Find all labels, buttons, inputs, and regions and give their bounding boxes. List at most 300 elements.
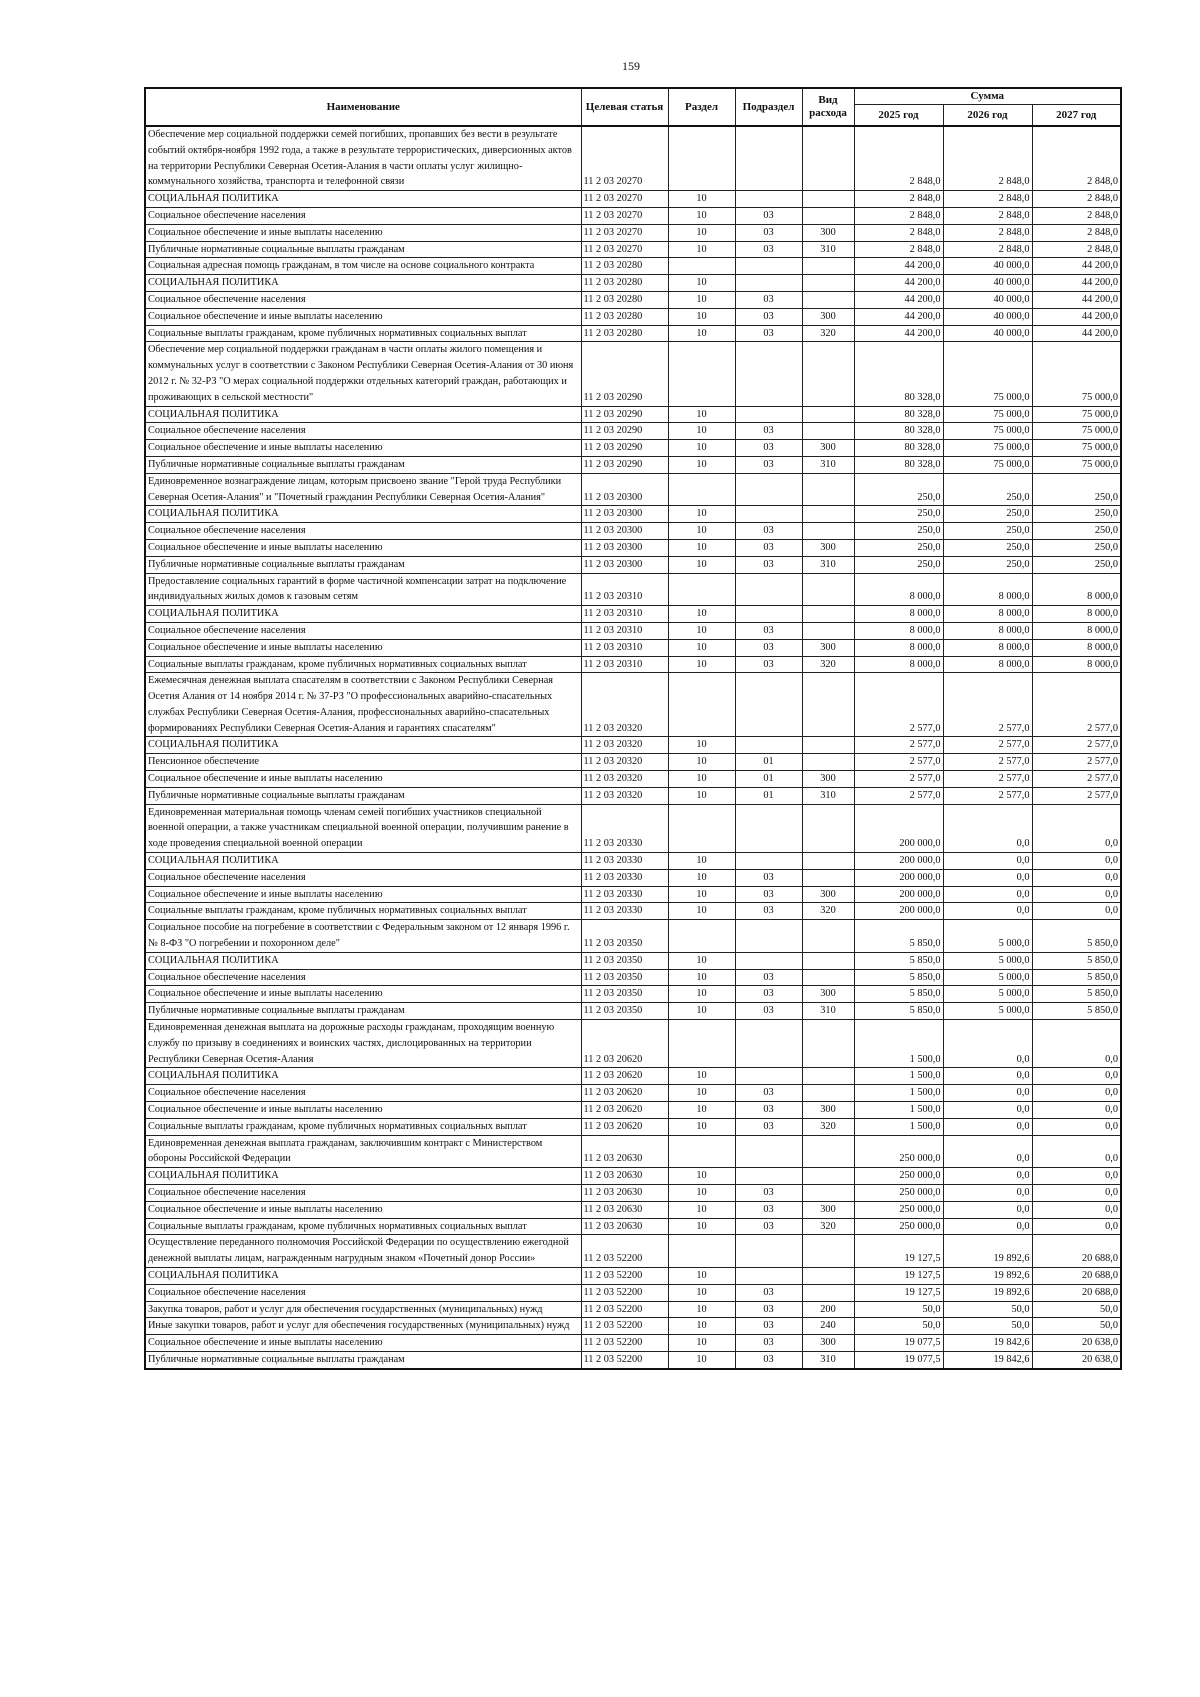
row-name: Социальное обеспечение населения bbox=[145, 1185, 581, 1202]
row-sum-2026: 250,0 bbox=[943, 523, 1032, 540]
row-sum-2026: 40 000,0 bbox=[943, 325, 1032, 342]
row-section bbox=[668, 673, 735, 737]
row-expense-type: 310 bbox=[802, 241, 854, 258]
row-expense-type bbox=[802, 1267, 854, 1284]
row-subsection: 03 bbox=[735, 869, 802, 886]
row-sum-2025: 80 328,0 bbox=[854, 423, 943, 440]
row-sum-2027: 8 000,0 bbox=[1032, 639, 1121, 656]
row-expense-type bbox=[802, 342, 854, 406]
row-name: Социальное обеспечение населения bbox=[145, 622, 581, 639]
row-section: 10 bbox=[668, 986, 735, 1003]
row-expense-type bbox=[802, 506, 854, 523]
row-subsection: 03 bbox=[735, 556, 802, 573]
row-sum-2026: 5 000,0 bbox=[943, 1003, 1032, 1020]
row-expense-type bbox=[802, 275, 854, 292]
table-row bbox=[145, 1235, 1121, 1268]
row-sum-2027: 44 200,0 bbox=[1032, 325, 1121, 342]
row-section: 10 bbox=[668, 952, 735, 969]
table-row bbox=[145, 1068, 1121, 1085]
row-target-code: 11 2 03 20290 bbox=[581, 440, 668, 457]
row-expense-type bbox=[802, 606, 854, 623]
table-row bbox=[145, 1267, 1121, 1284]
row-expense-type bbox=[802, 126, 854, 191]
row-sum-2026: 8 000,0 bbox=[943, 656, 1032, 673]
row-section: 10 bbox=[668, 1301, 735, 1318]
row-subsection bbox=[735, 1168, 802, 1185]
row-section: 10 bbox=[668, 622, 735, 639]
row-sum-2026: 8 000,0 bbox=[943, 639, 1032, 656]
row-expense-type bbox=[802, 1068, 854, 1085]
row-section: 10 bbox=[668, 539, 735, 556]
row-sum-2026: 75 000,0 bbox=[943, 406, 1032, 423]
row-section bbox=[668, 126, 735, 191]
row-subsection: 03 bbox=[735, 1318, 802, 1335]
row-subsection: 03 bbox=[735, 1085, 802, 1102]
row-sum-2027: 5 850,0 bbox=[1032, 952, 1121, 969]
row-subsection: 03 bbox=[735, 969, 802, 986]
row-target-code: 11 2 03 52200 bbox=[581, 1335, 668, 1352]
row-sum-2025: 44 200,0 bbox=[854, 275, 943, 292]
row-name: СОЦИАЛЬНАЯ ПОЛИТИКА bbox=[145, 406, 581, 423]
row-sum-2025: 19 127,5 bbox=[854, 1267, 943, 1284]
row-sum-2027: 0,0 bbox=[1032, 1135, 1121, 1168]
row-sum-2026: 0,0 bbox=[943, 1168, 1032, 1185]
table-row bbox=[145, 342, 1121, 406]
row-expense-type bbox=[802, 1235, 854, 1268]
table-row bbox=[145, 869, 1121, 886]
row-target-code: 11 2 03 20290 bbox=[581, 342, 668, 406]
row-name: Обеспечение мер социальной поддержки гражданам в части оплаты жилого помещения и коммунальных услуг в соответствии с Законом Республики Северная Осетия-Алания от 30 июня 2012 г. № 32-РЗ "О мерах социальной поддержки отдельных категорий граждан, работающих и проживающих в сельской местности" bbox=[145, 342, 581, 406]
row-sum-2026: 19 842,6 bbox=[943, 1351, 1032, 1368]
row-sum-2026: 0,0 bbox=[943, 1118, 1032, 1135]
row-section: 10 bbox=[668, 737, 735, 754]
row-target-code: 11 2 03 52200 bbox=[581, 1284, 668, 1301]
table-row bbox=[145, 1351, 1121, 1368]
row-sum-2027: 75 000,0 bbox=[1032, 456, 1121, 473]
row-name: Иные закупки товаров, работ и услуг для обеспечения государственных (муниципальных) нужд bbox=[145, 1318, 581, 1335]
row-expense-type bbox=[802, 952, 854, 969]
row-target-code: 11 2 03 20280 bbox=[581, 308, 668, 325]
row-name: Социальное обеспечение и иные выплаты населению bbox=[145, 886, 581, 903]
row-target-code: 11 2 03 52200 bbox=[581, 1235, 668, 1268]
row-subsection bbox=[735, 1068, 802, 1085]
row-expense-type bbox=[802, 1135, 854, 1168]
row-target-code: 11 2 03 20300 bbox=[581, 539, 668, 556]
row-target-code: 11 2 03 20620 bbox=[581, 1102, 668, 1119]
row-subsection: 03 bbox=[735, 308, 802, 325]
table-row bbox=[145, 456, 1121, 473]
row-expense-type bbox=[802, 804, 854, 852]
row-sum-2026: 0,0 bbox=[943, 1068, 1032, 1085]
row-section: 10 bbox=[668, 969, 735, 986]
row-name: Социальное обеспечение населения bbox=[145, 1085, 581, 1102]
row-subsection: 03 bbox=[735, 986, 802, 1003]
table-row bbox=[145, 656, 1121, 673]
row-target-code: 11 2 03 20300 bbox=[581, 473, 668, 506]
row-sum-2025: 2 577,0 bbox=[854, 771, 943, 788]
row-subsection: 03 bbox=[735, 523, 802, 540]
row-sum-2026: 5 000,0 bbox=[943, 969, 1032, 986]
table-row bbox=[145, 1318, 1121, 1335]
row-target-code: 11 2 03 20280 bbox=[581, 325, 668, 342]
row-expense-type: 300 bbox=[802, 539, 854, 556]
row-expense-type bbox=[802, 673, 854, 737]
row-expense-type: 300 bbox=[802, 1335, 854, 1352]
row-subsection: 03 bbox=[735, 291, 802, 308]
row-name: Единовременная материальная помощь членам семей погибших участников специальной военной операции, а также участникам специальной военной операции, получившим ранение в ходе проведения специальной военной операции bbox=[145, 804, 581, 852]
row-sum-2026: 2 577,0 bbox=[943, 771, 1032, 788]
row-target-code: 11 2 03 20630 bbox=[581, 1185, 668, 1202]
row-expense-type bbox=[802, 869, 854, 886]
row-subsection: 03 bbox=[735, 423, 802, 440]
row-target-code: 11 2 03 20350 bbox=[581, 986, 668, 1003]
row-subsection: 03 bbox=[735, 1335, 802, 1352]
row-sum-2025: 250,0 bbox=[854, 523, 943, 540]
row-sum-2027: 8 000,0 bbox=[1032, 573, 1121, 606]
row-name: Закупка товаров, работ и услуг для обеспечения государственных (муниципальных) нужд bbox=[145, 1301, 581, 1318]
row-target-code: 11 2 03 20630 bbox=[581, 1168, 668, 1185]
row-name: Социальное обеспечение и иные выплаты населению bbox=[145, 1102, 581, 1119]
row-sum-2027: 75 000,0 bbox=[1032, 423, 1121, 440]
row-sum-2027: 2 848,0 bbox=[1032, 207, 1121, 224]
row-name: Социальная адресная помощь гражданам, в том числе на основе социального контракта bbox=[145, 258, 581, 275]
row-sum-2026: 250,0 bbox=[943, 473, 1032, 506]
row-target-code: 11 2 03 20630 bbox=[581, 1201, 668, 1218]
table-row bbox=[145, 523, 1121, 540]
table-row bbox=[145, 573, 1121, 606]
row-section: 10 bbox=[668, 656, 735, 673]
row-name: Обеспечение мер социальной поддержки семей погибших, пропавших без вести в результате событий октября-ноября 1992 года, а также в результате террористических, диверсионных актов на территории Республики Северная Осетия-Алания в части оплаты услуг жилищно-коммунального хозяйства, транспорта и телефонной связи bbox=[145, 126, 581, 191]
table-row bbox=[145, 275, 1121, 292]
row-sum-2025: 250,0 bbox=[854, 473, 943, 506]
row-section bbox=[668, 804, 735, 852]
row-target-code: 11 2 03 20330 bbox=[581, 804, 668, 852]
row-section bbox=[668, 1020, 735, 1068]
row-sum-2027: 20 688,0 bbox=[1032, 1284, 1121, 1301]
row-sum-2025: 2 848,0 bbox=[854, 241, 943, 258]
row-sum-2027: 0,0 bbox=[1032, 903, 1121, 920]
row-subsection: 03 bbox=[735, 440, 802, 457]
row-target-code: 11 2 03 20320 bbox=[581, 771, 668, 788]
row-sum-2026: 0,0 bbox=[943, 886, 1032, 903]
header-subsection: Подраздел bbox=[735, 88, 802, 126]
row-sum-2025: 8 000,0 bbox=[854, 606, 943, 623]
row-expense-type bbox=[802, 1020, 854, 1068]
row-section bbox=[668, 473, 735, 506]
row-sum-2025: 44 200,0 bbox=[854, 291, 943, 308]
table-row bbox=[145, 423, 1121, 440]
row-section: 10 bbox=[668, 1284, 735, 1301]
row-sum-2025: 1 500,0 bbox=[854, 1085, 943, 1102]
row-target-code: 11 2 03 20330 bbox=[581, 886, 668, 903]
row-expense-type: 300 bbox=[802, 771, 854, 788]
row-target-code: 11 2 03 20270 bbox=[581, 126, 668, 191]
row-section: 10 bbox=[668, 1318, 735, 1335]
row-subsection bbox=[735, 473, 802, 506]
row-sum-2026: 2 848,0 bbox=[943, 126, 1032, 191]
row-name: Публичные нормативные социальные выплаты гражданам bbox=[145, 787, 581, 804]
row-subsection bbox=[735, 1267, 802, 1284]
row-sum-2025: 200 000,0 bbox=[854, 804, 943, 852]
row-sum-2026: 75 000,0 bbox=[943, 423, 1032, 440]
header-year-2026: 2026 год bbox=[943, 105, 1032, 127]
row-section: 10 bbox=[668, 308, 735, 325]
row-name: Социальное обеспечение населения bbox=[145, 291, 581, 308]
row-subsection: 03 bbox=[735, 639, 802, 656]
row-subsection bbox=[735, 342, 802, 406]
table-row bbox=[145, 622, 1121, 639]
row-sum-2025: 8 000,0 bbox=[854, 573, 943, 606]
row-section: 10 bbox=[668, 1003, 735, 1020]
row-sum-2025: 2 848,0 bbox=[854, 224, 943, 241]
row-target-code: 11 2 03 20270 bbox=[581, 224, 668, 241]
row-subsection bbox=[735, 920, 802, 953]
row-subsection bbox=[735, 606, 802, 623]
row-section: 10 bbox=[668, 456, 735, 473]
row-sum-2026: 0,0 bbox=[943, 869, 1032, 886]
row-sum-2026: 75 000,0 bbox=[943, 456, 1032, 473]
row-target-code: 11 2 03 20630 bbox=[581, 1135, 668, 1168]
row-sum-2027: 20 688,0 bbox=[1032, 1235, 1121, 1268]
table-row bbox=[145, 191, 1121, 208]
row-sum-2025: 250 000,0 bbox=[854, 1168, 943, 1185]
row-name: Социальное обеспечение и иные выплаты населению bbox=[145, 539, 581, 556]
row-subsection: 03 bbox=[735, 1102, 802, 1119]
row-name: Социальное обеспечение населения bbox=[145, 1284, 581, 1301]
row-subsection: 03 bbox=[735, 224, 802, 241]
row-name: Социальные выплаты гражданам, кроме публичных нормативных социальных выплат bbox=[145, 1218, 581, 1235]
row-sum-2025: 8 000,0 bbox=[854, 639, 943, 656]
row-target-code: 11 2 03 20320 bbox=[581, 673, 668, 737]
row-sum-2026: 0,0 bbox=[943, 1085, 1032, 1102]
row-sum-2025: 2 577,0 bbox=[854, 673, 943, 737]
row-target-code: 11 2 03 20350 bbox=[581, 1003, 668, 1020]
row-sum-2026: 8 000,0 bbox=[943, 606, 1032, 623]
row-sum-2025: 250 000,0 bbox=[854, 1185, 943, 1202]
row-expense-type bbox=[802, 423, 854, 440]
header-expense-type: Вид расхода bbox=[802, 88, 854, 126]
table-row bbox=[145, 1118, 1121, 1135]
row-name: Единовременное вознаграждение лицам, которым присвоено звание "Герой труда Республики Северная Осетия-Алания" и "Почетный гражданин Республики Северная Осетия-Алания" bbox=[145, 473, 581, 506]
row-expense-type bbox=[802, 737, 854, 754]
row-target-code: 11 2 03 20350 bbox=[581, 952, 668, 969]
row-sum-2025: 80 328,0 bbox=[854, 406, 943, 423]
row-name: Социальные выплаты гражданам, кроме публичных нормативных социальных выплат bbox=[145, 656, 581, 673]
row-target-code: 11 2 03 52200 bbox=[581, 1267, 668, 1284]
row-sum-2026: 8 000,0 bbox=[943, 573, 1032, 606]
row-name: СОЦИАЛЬНАЯ ПОЛИТИКА bbox=[145, 275, 581, 292]
table-header bbox=[145, 88, 1121, 126]
row-sum-2027: 2 577,0 bbox=[1032, 754, 1121, 771]
row-sum-2026: 0,0 bbox=[943, 1102, 1032, 1119]
table-row bbox=[145, 920, 1121, 953]
row-sum-2026: 2 848,0 bbox=[943, 224, 1032, 241]
row-name: Социальное обеспечение населения bbox=[145, 969, 581, 986]
row-sum-2026: 0,0 bbox=[943, 1185, 1032, 1202]
row-expense-type: 300 bbox=[802, 639, 854, 656]
row-section: 10 bbox=[668, 325, 735, 342]
table-row bbox=[145, 754, 1121, 771]
row-sum-2026: 50,0 bbox=[943, 1318, 1032, 1335]
row-target-code: 11 2 03 20620 bbox=[581, 1118, 668, 1135]
row-target-code: 11 2 03 20300 bbox=[581, 556, 668, 573]
row-sum-2026: 19 892,6 bbox=[943, 1284, 1032, 1301]
row-name: Публичные нормативные социальные выплаты гражданам bbox=[145, 1351, 581, 1368]
row-sum-2027: 8 000,0 bbox=[1032, 606, 1121, 623]
row-section bbox=[668, 573, 735, 606]
row-sum-2025: 250,0 bbox=[854, 556, 943, 573]
row-subsection: 03 bbox=[735, 1218, 802, 1235]
row-sum-2025: 5 850,0 bbox=[854, 952, 943, 969]
row-sum-2027: 2 848,0 bbox=[1032, 241, 1121, 258]
row-subsection bbox=[735, 258, 802, 275]
row-subsection: 03 bbox=[735, 886, 802, 903]
table-row bbox=[145, 224, 1121, 241]
row-sum-2025: 250 000,0 bbox=[854, 1201, 943, 1218]
row-expense-type: 300 bbox=[802, 986, 854, 1003]
table-row bbox=[145, 1335, 1121, 1352]
row-sum-2027: 0,0 bbox=[1032, 1185, 1121, 1202]
row-sum-2027: 44 200,0 bbox=[1032, 275, 1121, 292]
row-target-code: 11 2 03 20280 bbox=[581, 258, 668, 275]
row-expense-type: 320 bbox=[802, 903, 854, 920]
row-expense-type bbox=[802, 920, 854, 953]
row-expense-type bbox=[802, 291, 854, 308]
row-name: СОЦИАЛЬНАЯ ПОЛИТИКА bbox=[145, 1068, 581, 1085]
table-row bbox=[145, 1135, 1121, 1168]
row-sum-2027: 75 000,0 bbox=[1032, 342, 1121, 406]
row-target-code: 11 2 03 20280 bbox=[581, 291, 668, 308]
row-section: 10 bbox=[668, 1102, 735, 1119]
table-row bbox=[145, 1301, 1121, 1318]
row-name: Ежемесячная денежная выплата спасателям в соответствии с Законом Республики Северная Осетия Алания от 14 ноября 2014 г. № 37-РЗ "О профессиональных аварийно-спасательных службах Республики Северная Осетия-Алания, профессиональных аварийно-спасательных формированиях Республики Северная Осетия-Алания и гарантиях спасателям" bbox=[145, 673, 581, 737]
row-subsection bbox=[735, 573, 802, 606]
row-target-code: 11 2 03 20310 bbox=[581, 639, 668, 656]
row-subsection bbox=[735, 1135, 802, 1168]
row-sum-2025: 5 850,0 bbox=[854, 969, 943, 986]
row-name: СОЦИАЛЬНАЯ ПОЛИТИКА bbox=[145, 1267, 581, 1284]
row-expense-type: 310 bbox=[802, 456, 854, 473]
table-row bbox=[145, 325, 1121, 342]
row-sum-2025: 80 328,0 bbox=[854, 342, 943, 406]
row-sum-2026: 0,0 bbox=[943, 853, 1032, 870]
row-sum-2027: 0,0 bbox=[1032, 1168, 1121, 1185]
row-subsection: 01 bbox=[735, 771, 802, 788]
table-row bbox=[145, 952, 1121, 969]
row-expense-type: 320 bbox=[802, 325, 854, 342]
row-name: Публичные нормативные социальные выплаты гражданам bbox=[145, 1003, 581, 1020]
row-sum-2025: 8 000,0 bbox=[854, 656, 943, 673]
row-sum-2027: 2 848,0 bbox=[1032, 191, 1121, 208]
row-sum-2025: 80 328,0 bbox=[854, 440, 943, 457]
row-expense-type bbox=[802, 1284, 854, 1301]
row-target-code: 11 2 03 20630 bbox=[581, 1218, 668, 1235]
row-target-code: 11 2 03 20310 bbox=[581, 656, 668, 673]
table-row bbox=[145, 969, 1121, 986]
row-sum-2027: 5 850,0 bbox=[1032, 1003, 1121, 1020]
row-section: 10 bbox=[668, 506, 735, 523]
header-target: Целевая статья bbox=[581, 88, 668, 126]
row-target-code: 11 2 03 20350 bbox=[581, 969, 668, 986]
row-sum-2027: 44 200,0 bbox=[1032, 258, 1121, 275]
table-row bbox=[145, 886, 1121, 903]
row-target-code: 11 2 03 20310 bbox=[581, 622, 668, 639]
row-sum-2027: 8 000,0 bbox=[1032, 656, 1121, 673]
row-expense-type bbox=[802, 258, 854, 275]
row-sum-2026: 5 000,0 bbox=[943, 920, 1032, 953]
table-row bbox=[145, 606, 1121, 623]
row-subsection bbox=[735, 804, 802, 852]
row-section: 10 bbox=[668, 1168, 735, 1185]
row-expense-type bbox=[802, 573, 854, 606]
page-number: 159 bbox=[622, 59, 640, 73]
row-sum-2027: 2 577,0 bbox=[1032, 673, 1121, 737]
row-sum-2025: 19 127,5 bbox=[854, 1284, 943, 1301]
table-row bbox=[145, 440, 1121, 457]
row-expense-type bbox=[802, 754, 854, 771]
table-row bbox=[145, 1201, 1121, 1218]
row-subsection bbox=[735, 737, 802, 754]
row-sum-2025: 1 500,0 bbox=[854, 1068, 943, 1085]
row-sum-2027: 20 688,0 bbox=[1032, 1267, 1121, 1284]
row-sum-2027: 0,0 bbox=[1032, 804, 1121, 852]
row-section: 10 bbox=[668, 1218, 735, 1235]
row-expense-type: 300 bbox=[802, 224, 854, 241]
row-subsection: 01 bbox=[735, 754, 802, 771]
row-sum-2027: 2 577,0 bbox=[1032, 771, 1121, 788]
row-sum-2027: 2 848,0 bbox=[1032, 126, 1121, 191]
row-sum-2025: 1 500,0 bbox=[854, 1102, 943, 1119]
row-sum-2027: 0,0 bbox=[1032, 869, 1121, 886]
row-sum-2025: 1 500,0 bbox=[854, 1020, 943, 1068]
row-expense-type bbox=[802, 473, 854, 506]
row-subsection: 03 bbox=[735, 325, 802, 342]
row-section: 10 bbox=[668, 1068, 735, 1085]
row-name: СОЦИАЛЬНАЯ ПОЛИТИКА bbox=[145, 952, 581, 969]
row-sum-2027: 5 850,0 bbox=[1032, 986, 1121, 1003]
table-row bbox=[145, 258, 1121, 275]
row-name: Социальное обеспечение и иные выплаты населению bbox=[145, 1201, 581, 1218]
table-row bbox=[145, 903, 1121, 920]
row-name: Социальное обеспечение и иные выплаты населению bbox=[145, 639, 581, 656]
row-sum-2026: 40 000,0 bbox=[943, 258, 1032, 275]
budget-table bbox=[144, 87, 1122, 1370]
row-expense-type bbox=[802, 191, 854, 208]
row-section: 10 bbox=[668, 606, 735, 623]
row-subsection: 03 bbox=[735, 622, 802, 639]
row-subsection bbox=[735, 506, 802, 523]
row-sum-2026: 2 848,0 bbox=[943, 207, 1032, 224]
row-section: 10 bbox=[668, 1201, 735, 1218]
row-section bbox=[668, 1135, 735, 1168]
row-sum-2025: 250,0 bbox=[854, 539, 943, 556]
row-expense-type bbox=[802, 853, 854, 870]
table-body bbox=[145, 126, 1121, 1369]
row-name: Социальное обеспечение и иные выплаты населению bbox=[145, 771, 581, 788]
row-sum-2025: 8 000,0 bbox=[854, 622, 943, 639]
row-sum-2026: 8 000,0 bbox=[943, 622, 1032, 639]
row-section: 10 bbox=[668, 275, 735, 292]
row-sum-2026: 19 842,6 bbox=[943, 1335, 1032, 1352]
row-target-code: 11 2 03 20320 bbox=[581, 787, 668, 804]
row-name: Социальное обеспечение и иные выплаты населению bbox=[145, 224, 581, 241]
row-subsection bbox=[735, 191, 802, 208]
row-expense-type: 240 bbox=[802, 1318, 854, 1335]
row-sum-2025: 19 127,5 bbox=[854, 1235, 943, 1268]
row-section: 10 bbox=[668, 787, 735, 804]
row-section: 10 bbox=[668, 291, 735, 308]
row-sum-2025: 200 000,0 bbox=[854, 853, 943, 870]
